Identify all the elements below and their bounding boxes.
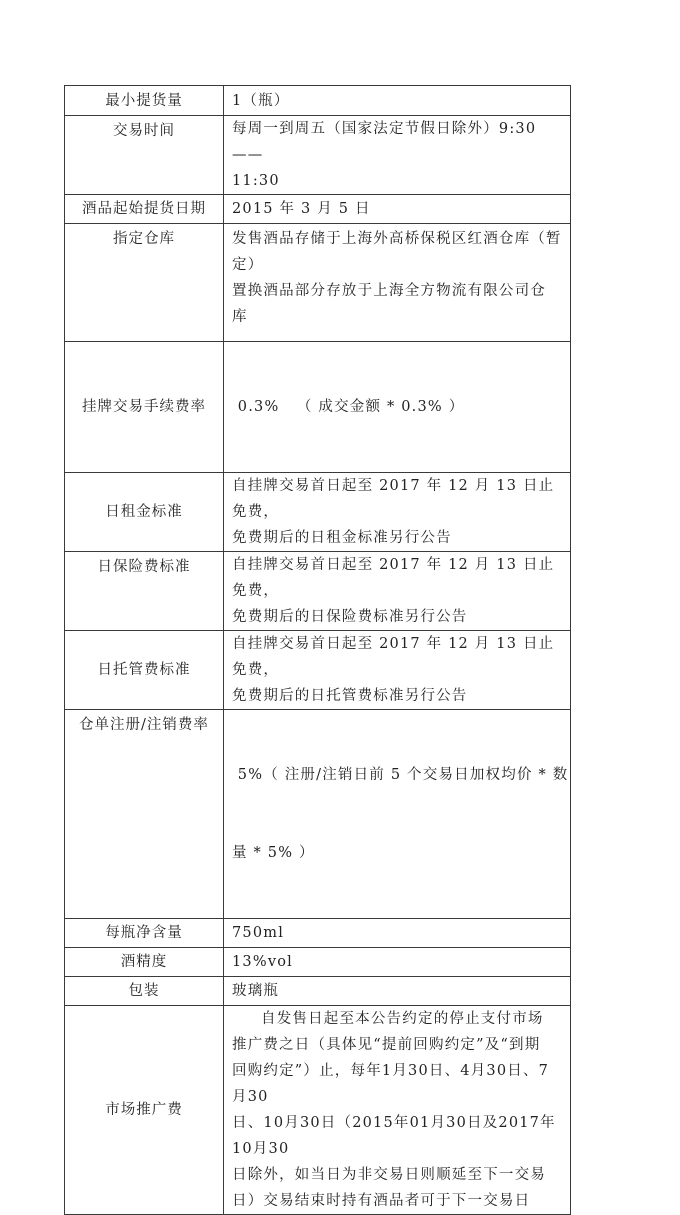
value-line: 13%vol bbox=[232, 954, 293, 970]
value-line: 日、10月30日（2015年01月30日及2017年10月30 bbox=[232, 1115, 556, 1157]
row-label: 交易时间 bbox=[65, 116, 224, 195]
table-row bbox=[65, 710, 571, 919]
value-line: 5%（ 注册/注销日前 5 个交易日加权均价 * 数 bbox=[232, 767, 569, 783]
table-row bbox=[65, 473, 571, 552]
row-label: 酒品起始提货日期 bbox=[65, 195, 224, 224]
row-label: 市场推广费 bbox=[65, 1006, 224, 1215]
row-value bbox=[224, 473, 571, 552]
row-label: 每瓶净含量 bbox=[65, 919, 224, 948]
value-line: 2015 年 3 月 5 日 bbox=[232, 201, 371, 217]
row-label: 日保险费标准 bbox=[65, 552, 224, 631]
value-line: 自挂牌交易首日起至 2017 年 12 月 13 日止免费， bbox=[232, 557, 555, 599]
value-line: 自挂牌交易首日起至 2017 年 12 月 13 日止免费， bbox=[232, 478, 555, 520]
row-value bbox=[224, 919, 571, 948]
value-line: 1（瓶） bbox=[232, 92, 290, 109]
row-value bbox=[224, 342, 571, 473]
value-line: 自发售日起至本公告约定的停止支付市场 bbox=[261, 1011, 544, 1027]
value-line: 发售酒品存储于上海外高桥保税区红酒仓库（暂 bbox=[232, 231, 562, 247]
table-row bbox=[65, 948, 571, 977]
value-line: 每周一到周五（国家法定节假日除外）9:30—— bbox=[232, 121, 537, 163]
row-value bbox=[224, 948, 571, 977]
table-row bbox=[65, 631, 571, 710]
value-line: 11:30 bbox=[232, 173, 280, 189]
table-row bbox=[65, 342, 571, 473]
value-line: 推广费之日（具体见“提前回购约定”及“到期 bbox=[232, 1037, 541, 1053]
row-label: 仓单注册/注销费率 bbox=[65, 710, 224, 919]
value-line: 0.3% （ 成交金额 * 0.3% ） bbox=[232, 399, 465, 415]
row-value bbox=[224, 710, 571, 919]
row-value bbox=[224, 977, 571, 1006]
row-label: 日托管费标准 bbox=[65, 631, 224, 710]
row-label: 最小提货量 bbox=[65, 86, 224, 116]
value-line: 玻璃瓶 bbox=[232, 983, 280, 999]
value-line: 免费期后的日租金标准另行公告 bbox=[232, 530, 452, 546]
table-row bbox=[65, 977, 571, 1006]
value-line: 日除外，如当日为非交易日则顺延至下一交易 bbox=[232, 1167, 546, 1183]
row-value bbox=[224, 86, 571, 116]
value-line: 自挂牌交易首日起至 2017 年 12 月 13 日止免费， bbox=[232, 636, 555, 678]
row-value bbox=[224, 224, 571, 342]
value-line: 定） bbox=[232, 257, 264, 273]
row-label: 指定仓库 bbox=[65, 224, 224, 342]
row-value bbox=[224, 195, 571, 224]
table-row bbox=[65, 116, 571, 195]
value-line: 日）交易结束时持有酒品者可于下一交易日 bbox=[232, 1193, 531, 1209]
row-value bbox=[224, 552, 571, 631]
table-row bbox=[65, 86, 571, 116]
row-label: 包装 bbox=[65, 977, 224, 1006]
row-value bbox=[224, 631, 571, 710]
table-row bbox=[65, 195, 571, 224]
table-row bbox=[65, 919, 571, 948]
value-line: 回购约定”）止，每年1月30日、4月30日、7月30 bbox=[232, 1063, 550, 1105]
row-label: 日租金标准 bbox=[65, 473, 224, 552]
value-line: 库 bbox=[232, 309, 248, 325]
value-line: 750ml bbox=[232, 925, 285, 941]
value-line: 免费期后的日保险费标准另行公告 bbox=[232, 609, 468, 625]
row-value bbox=[224, 116, 571, 195]
row-label: 酒精度 bbox=[65, 948, 224, 977]
row-label: 挂牌交易手续费率 bbox=[65, 342, 224, 473]
table-row bbox=[65, 224, 571, 342]
table-row bbox=[65, 1006, 571, 1215]
value-line: 免费期后的日托管费标准另行公告 bbox=[232, 688, 468, 704]
table-row bbox=[65, 552, 571, 631]
spec-table bbox=[64, 85, 571, 1215]
row-value bbox=[224, 1006, 571, 1215]
value-line: 量 * 5% ） bbox=[232, 845, 315, 861]
value-line: 置换酒品部分存放于上海全方物流有限公司仓 bbox=[232, 283, 546, 299]
